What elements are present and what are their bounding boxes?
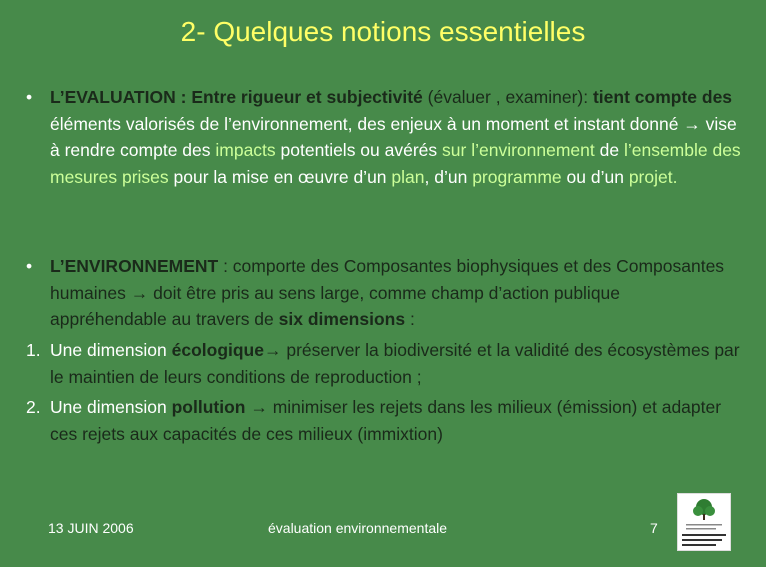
bullet-evaluation [26, 84, 741, 190]
keyword-impacts: impacts [215, 140, 276, 160]
tree-icon [678, 494, 730, 550]
list-number: 2. [26, 397, 41, 417]
slide-title: 2- Quelques notions essentielles [180, 16, 586, 47]
footer-title: évaluation environnementale [268, 520, 448, 536]
keyword-six-dimensions: six dimensions [278, 309, 406, 329]
bullet-marker: • [26, 256, 33, 276]
bullet-evaluation-text: L’EVALUATION : Entre rigueur et subjectivité (évaluer , examiner): tient compte des éléments valorisés de l’environnement, des enjeux à un moment et instant donné → vise à rendre compte des impacts potentiels ou avérés sur l’environnement de l’ensemble des mesures prises pour la mise en œuvre d’un plan, d’un programme ou d’un projet. [50, 87, 741, 187]
diren-logo [677, 493, 731, 551]
list-item-ecologique: 1. Une dimension écologique→ préserver la biodiversité et la validité des écosystèmes par le maintien de leurs conditions de reproduction ; [26, 337, 741, 390]
list-number: 1. [26, 340, 41, 360]
keyword-plan: plan [391, 166, 425, 187]
keyword-sur-env: sur l’environnement [442, 140, 595, 160]
footer-date: 13 JUIN 2006 [48, 520, 134, 536]
slide-number: 7 [650, 520, 658, 536]
keyword-ensemble: l’ensemble des mesures prises [50, 140, 741, 187]
bullet-marker: • [26, 87, 33, 107]
term-evaluation: L’EVALUATION [50, 87, 176, 107]
keyword-programme: programme [472, 166, 562, 187]
keyword-pollution: pollution [171, 397, 246, 417]
term-environnement: L’ENVIRONNEMENT [50, 256, 219, 276]
keyword-ecologique: écologique [171, 340, 264, 360]
list-item-pollution: 2. Une dimension pollution → minimiser les rejets dans les milieux (émission) et adapter ces rejets aux capacités de ces milieux (immixtion) [26, 394, 741, 447]
definition-evaluation: Entre rigueur et subjectivité [191, 87, 423, 107]
bullet-environnement-text: L’ENVIRONNEMENT : comporte des Composantes biophysiques et des Composantes humaines → doit être pris au sens large, comme champ d’action publique appréhendable au travers de six dimensions : [50, 256, 725, 329]
bullet-environnement [26, 253, 741, 333]
keyword-projet: projet. [628, 166, 678, 187]
